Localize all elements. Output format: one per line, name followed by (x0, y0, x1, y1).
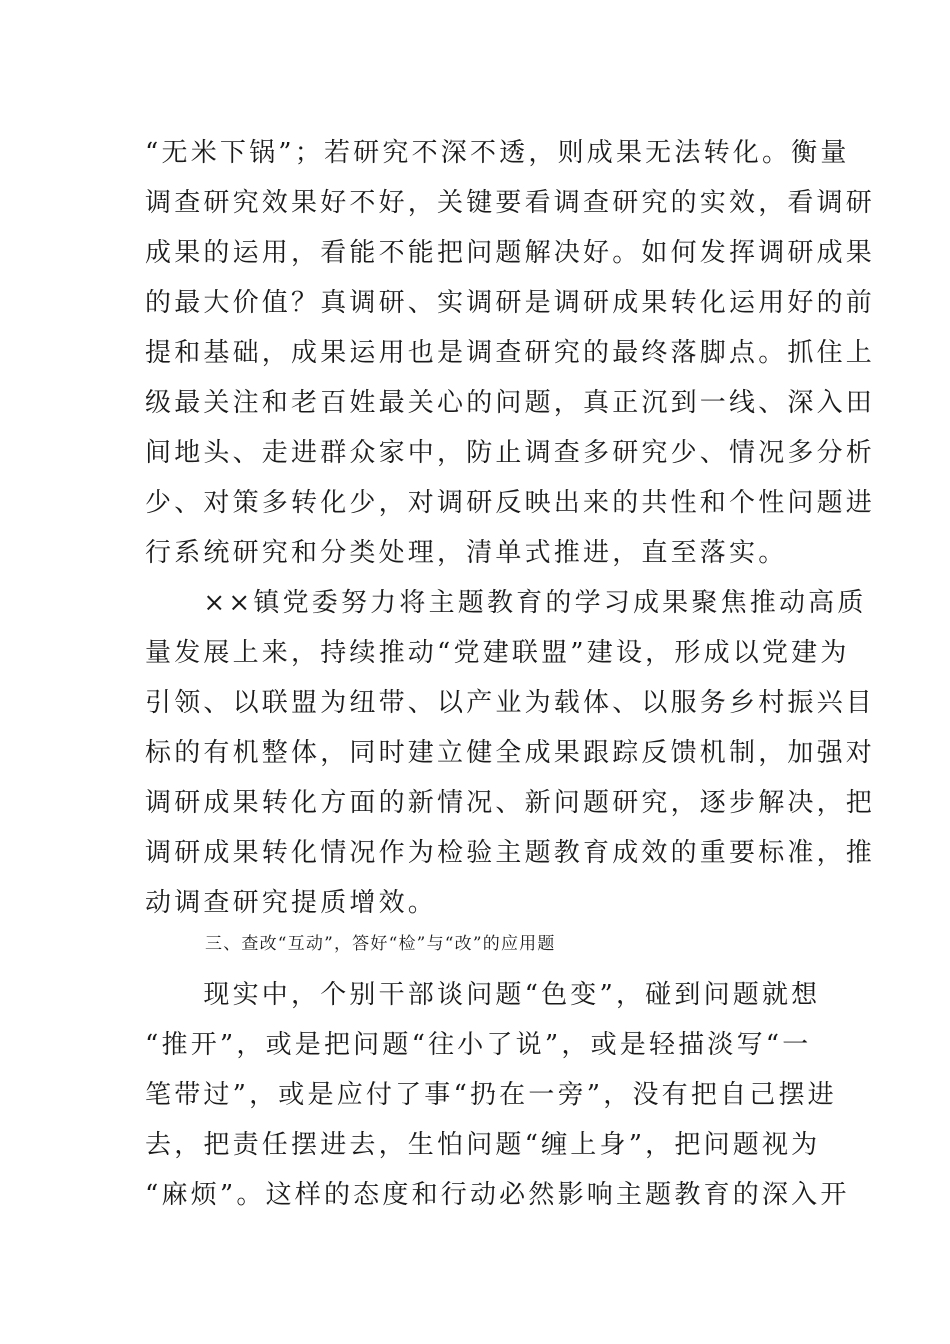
paragraph-line: 调研成果转化方面的新情况、新问题研究，逐步解决，把 (145, 788, 876, 818)
paragraph-line: 笔带过”，或是应付了事“扔在一旁”，没有把自己摆进 (145, 1080, 837, 1110)
paragraph-line: 现实中，个别干部谈问题“色变”，碰到问题就想 (145, 980, 821, 1010)
paragraph-line: “麻烦”。这样的态度和行动必然影响主题教育的深入开 (145, 1180, 850, 1210)
paragraph-line: “无米下锅”；若研究不深不透，则成果无法转化。衡量 (145, 138, 850, 168)
paragraph-line: 少、对策多转化少，对调研反映出来的共性和个性问题进 (145, 488, 876, 518)
paragraph-line: 调研成果转化情况作为检验主题教育成效的重要标准，推 (145, 838, 876, 868)
paragraph-line: 调查研究效果好不好，关键要看调查研究的实效，看调研 (145, 188, 876, 218)
paragraph-line: 间地头、走进群众家中，防止调查多研究少、情况多分析 (145, 438, 876, 468)
paragraph-line: “推开”，或是把问题“往小了说”，或是轻描淡写“一 (145, 1030, 812, 1060)
paragraph-line: 级最关注和老百姓最关心的问题，真正沉到一线、深入田 (145, 388, 876, 418)
paragraph-line: 引领、以联盟为纽带、以产业为载体、以服务乡村振兴目 (145, 688, 876, 718)
paragraph-line: 的最大价值？真调研、实调研是调研成果转化运用好的前 (145, 288, 876, 318)
paragraph-line: 量发展上来，持续推动“党建联盟”建设，形成以党建为 (145, 638, 850, 668)
paragraph-line: ××镇党委努力将主题教育的学习成果聚焦推动高质 (145, 588, 867, 618)
paragraph-line: 提和基础，成果运用也是调查研究的最终落脚点。抓住上 (145, 338, 876, 368)
paragraph-line-last: 动调查研究提质增效。 (145, 888, 438, 918)
paragraph-line-last: 行系统研究和分类处理，清单式推进，直至落实。 (145, 538, 788, 568)
section-heading: 三、查改“互动”，答好“检”与“改”的应用题 (205, 934, 556, 954)
paragraph-line: 去，把责任摆进去，生怕问题“缠上身”，把问题视为 (145, 1130, 821, 1160)
paragraph-line: 标的有机整体，同时建立健全成果跟踪反馈机制，加强对 (145, 738, 876, 768)
paragraph-line: 成果的运用，看能不能把问题解决好。如何发挥调研成果 (145, 238, 876, 268)
